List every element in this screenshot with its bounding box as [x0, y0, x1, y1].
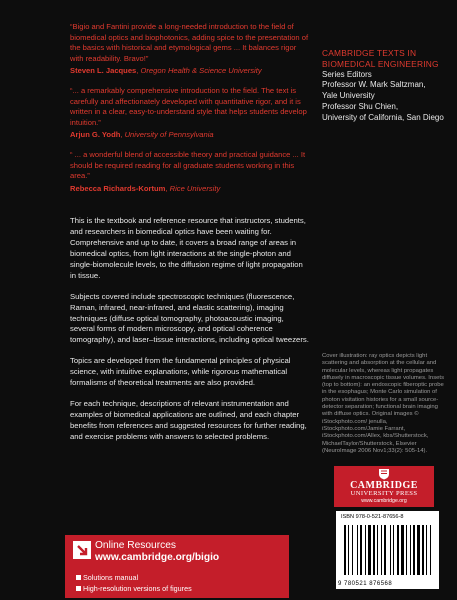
series-line: Professor W. Mark Saltzman,: [322, 80, 426, 90]
praise-block-2: [70, 86, 310, 141]
online-title: Online Resources: [95, 540, 176, 551]
description-paragraph: This is the textbook and reference resource that instructors, students, and researchers in biomedical optics have been waiting for. Comprehensive and up to date, it covers a broad range of areas in biomedical optics, from light interactions at the single-photon and single-biomolecule levels, to the diffusion regime of light propagation in tissue.: [70, 216, 306, 280]
series-title: CAMBRIDGE TEXTS IN: [322, 48, 417, 58]
online-url[interactable]: www.cambridge.org/bigio: [95, 552, 220, 563]
praise-affiliation: Oregon Health & Science University: [140, 66, 262, 76]
description-paragraph: Topics are developed from the fundamental principles of physical science, with intuitive explanations, while rigorous mathematical formalisms of theoretical treatments are also provided.: [70, 356, 291, 388]
series-line: University of California, San Diego: [322, 112, 444, 122]
online-item-label: High-resolution versions of figures: [83, 584, 192, 593]
publisher-logo: [334, 466, 434, 507]
series-line: Yale University: [322, 91, 375, 101]
online-item: [76, 584, 192, 593]
back-cover-text: [70, 22, 310, 453]
praise-affiliation: University of Pennsylvania: [124, 130, 214, 140]
series-info: [322, 48, 452, 124]
crest-icon: [378, 468, 390, 480]
description-paragraph: Subjects covered include spectroscopic techniques (fluorescence, Raman, infrared, near-infrared, and elastic scattering), imaging techniques (diffuse optical tomography, photoacoustic imaging, several forms of modern microscopy, and optical coherence tomography), and laser–tissue interactions, including optical tweezers.: [70, 291, 309, 345]
isbn-label: ISBN 978-0-521-87656-8: [341, 514, 404, 520]
praise-block-3: [70, 150, 310, 194]
bullet-box-icon: [76, 575, 81, 580]
publisher-press: UNIVERSITY PRESS: [350, 490, 418, 497]
isbn-barcode: [336, 511, 439, 589]
praise-block-1: [70, 22, 310, 77]
praise-attribution: Arjun G. Yodh, University of Pennsylvania: [70, 130, 214, 140]
online-resources-box: [65, 535, 289, 598]
barcode-icon: [344, 525, 432, 575]
praise-author: Rebecca Richards-Kortum: [70, 183, 166, 193]
publisher-name: CAMBRIDGE: [350, 480, 418, 491]
series-line: Professor Shu Chien,: [322, 101, 399, 111]
praise-author: Arjun G. Yodh: [70, 130, 121, 140]
praise-attribution: Steven L. Jacques, Oregon Health & Science University: [70, 66, 262, 76]
publisher-url: www.cambridge.org: [361, 498, 407, 504]
online-item-label: Solutions manual: [83, 573, 139, 582]
bullet-box-icon: [76, 586, 81, 591]
isbn-digits: 9 780521 876568: [338, 581, 393, 587]
praise-author: Steven L. Jacques: [70, 66, 137, 76]
praise-quote: “... a remarkably comprehensive introduction to the field. The text is carefully and affectionately developed with quantitative rigor, and it is written in a clear, easy-to-understand style that helps students develop intuition.”: [70, 85, 307, 127]
series-title: BIOMEDICAL ENGINEERING: [322, 58, 439, 69]
praise-quote: “Bigio and Fantini provide a long-needed introduction to the field of biomedical optics and biophotonics, adding spice to the presentation of the basics with historical and etymological gems ... It balances rigor with readability. Bravo!”: [70, 22, 309, 63]
cover-credit: Cover illustration: ray optics depicts light scattering and absorption at the cellular and molecular levels, whereas light propagates diffusely in macroscopic tissue volumes. Insets (top to bottom): an endoscopic fiberoptic probe in the esophagus; Monte Carlo simulation of photon visitation histories for a small source-detector separation; functional brain imaging with diffuse optics. Original images © iStockphoto.com/ jenulla, iStockphoto.com/Jamie Farrant, iStockphoto.com/Allex, kbs/Shutterstock, MichaelTaylor/Shutterstock, Elsevier (NeuroImage 2006 Nov1;33(2): 505-14).: [322, 353, 445, 454]
praise-quote: “ ... a wonderful blend of accessible theory and practical guidance ... It should be required reading for all graduate students working in this area.”: [70, 149, 306, 181]
arrow-icon: [72, 540, 92, 560]
praise-affiliation: Rice University: [169, 183, 221, 193]
series-line: Series Editors: [322, 69, 372, 79]
online-item: [76, 573, 138, 582]
praise-attribution: Rebecca Richards-Kortum, Rice University: [70, 183, 221, 193]
description-paragraph: For each technique, descriptions of relevant instrumentation and examples of biomedical applications are outlined, and each chapter benefits from references and suggested resources for further reading, and exercise problems with answers to selected problems.: [70, 399, 307, 441]
